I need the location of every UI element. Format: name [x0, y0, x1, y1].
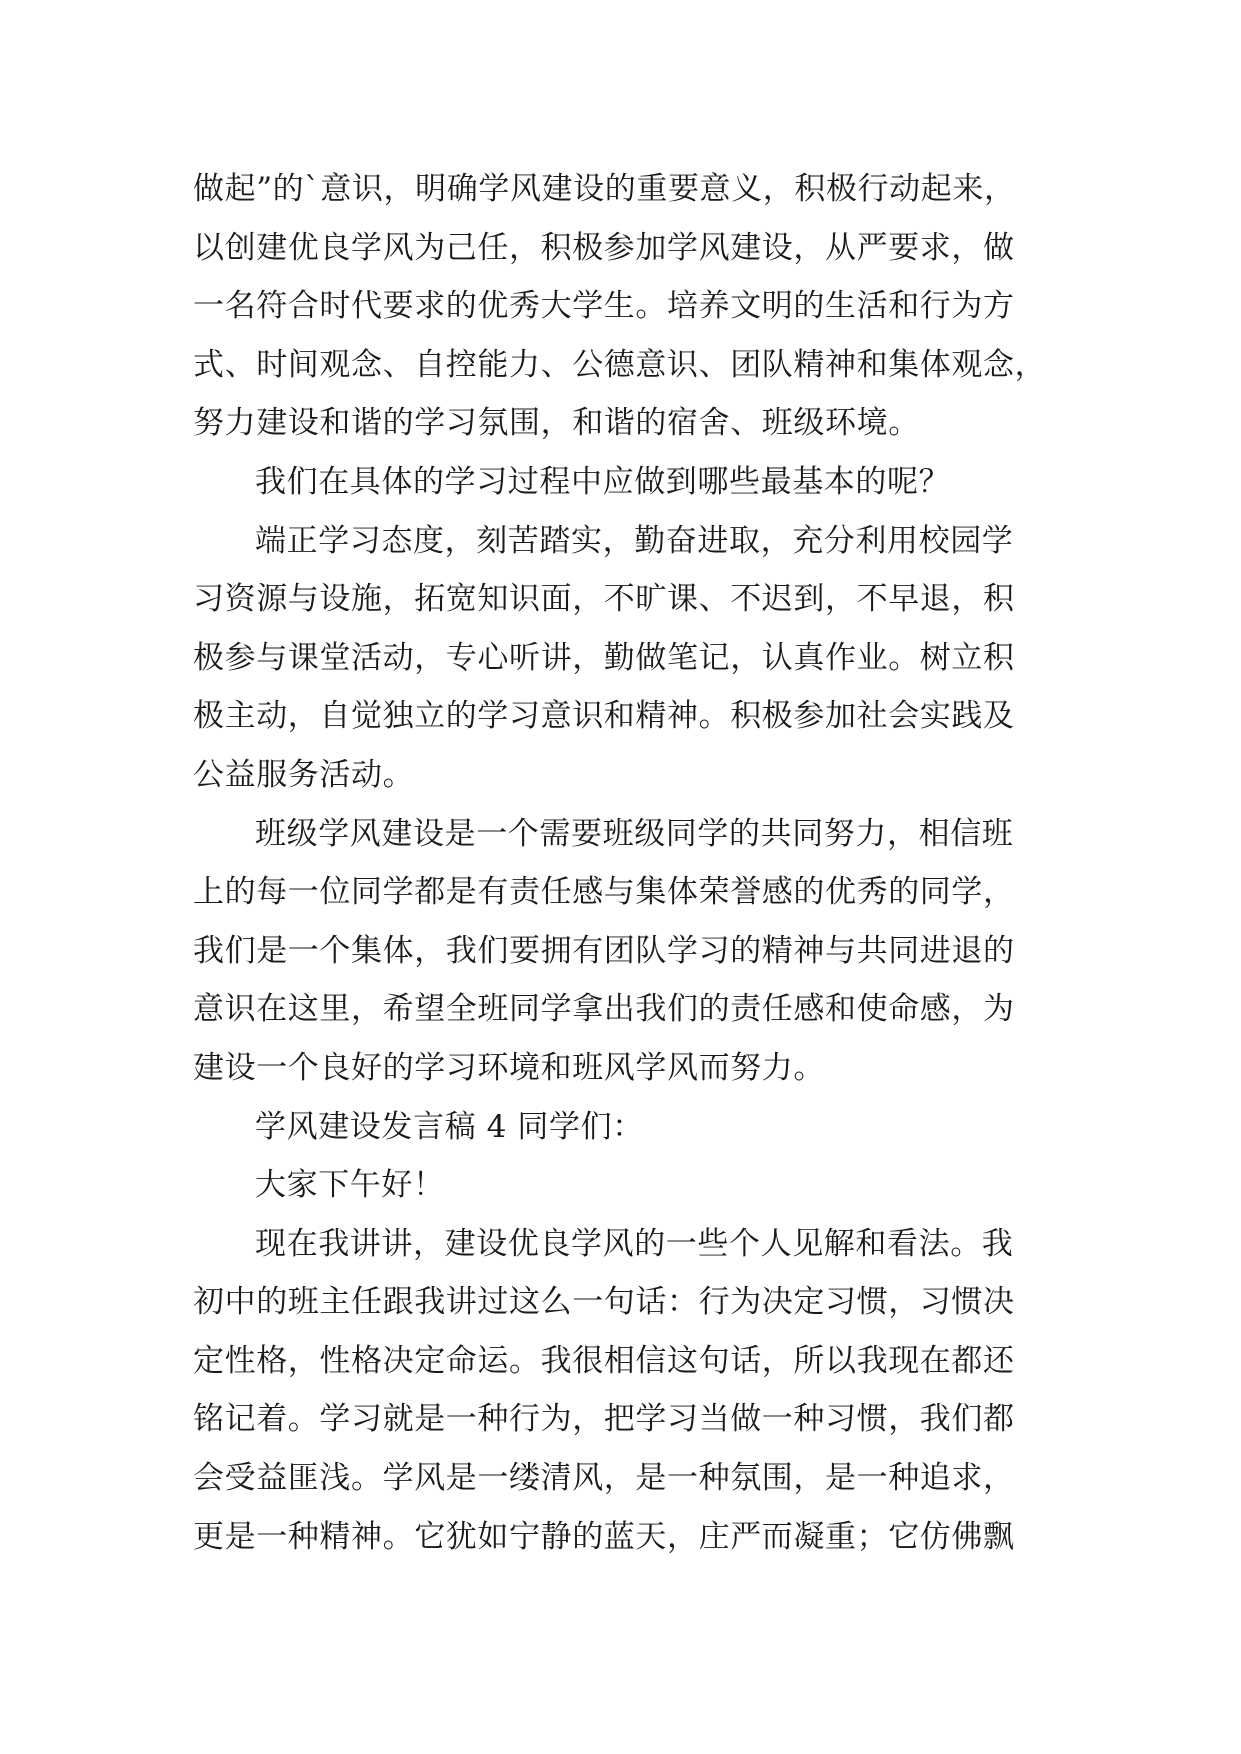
text-line: 学风建设发言稿 4 同学们： [255, 1108, 644, 1145]
text-line: 一名符合时代要求的优秀大学生。培养文明的生活和行为方 [193, 288, 1015, 325]
text-line: 建设一个良好的学习环境和班风学风而努力。 [193, 1049, 825, 1086]
text-line: 初中的班主任跟我讲过这么一句话：行为决定习惯，习惯决 [193, 1284, 1015, 1321]
text-line: 式、时间观念、自控能力、公德意识、团队精神和集体观念， [193, 346, 1047, 383]
text-line: 上的每一位同学都是有责任感与集体荣誉感的优秀的同学， [193, 874, 1015, 911]
paragraph [193, 1215, 1053, 1567]
text-line: 公益服务活动。 [193, 756, 415, 793]
text-line: 我们在具体的学习过程中应做到哪些最基本的呢？ [255, 463, 951, 500]
text-line: 定性格，性格决定命运。我很相信这句话，所以我现在都还 [193, 1342, 1015, 1379]
text-line: 铭记着。学习就是一种行为，把学习当做一种习惯，我们都 [193, 1401, 1015, 1438]
text-line: 极参与课堂活动，专心听讲，勤做笔记，认真作业。树立积 [193, 639, 1015, 676]
text-line: 端正学习态度，刻苦踏实，勤奋进取，充分利用校园学 [255, 522, 1014, 559]
text-line: 现在我讲讲，建设优良学风的一些个人见解和看法。我 [255, 1225, 1014, 1262]
document-body [193, 160, 1053, 1566]
text-line: 班级学风建设是一个需要班级同学的共同努力，相信班 [255, 815, 1014, 852]
text-line: 我们是一个集体，我们要拥有团队学习的精神与共同进退的 [193, 932, 1015, 969]
paragraph [193, 805, 1053, 1098]
text-line: 更是一种精神。它犹如宁静的蓝天，庄严而凝重；它仿佛飘 [193, 1518, 1015, 1555]
paragraph [193, 512, 1053, 805]
text-line: 以创建优良学风为己任，积极参加学风建设，从严要求，做 [193, 229, 1015, 266]
paragraph [193, 160, 1053, 453]
text-line: 做起”的`意识，明确学风建设的重要意义，积极行动起来， [193, 171, 1016, 207]
paragraph [193, 1098, 1053, 1157]
paragraph [193, 1156, 1053, 1215]
text-line: 意识在这里，希望全班同学拿出我们的责任感和使命感，为 [193, 991, 1015, 1028]
text-line: 习资源与设施，拓宽知识面，不旷课、不迟到，不早退，积 [193, 581, 1015, 618]
text-line: 努力建设和谐的学习氛围，和谐的宿舍、班级环境。 [193, 405, 920, 442]
text-line: 大家下午好！ [255, 1167, 445, 1204]
text-line: 极主动，自觉独立的学习意识和精神。积极参加社会实践及 [193, 698, 1015, 735]
text-line: 会受益匪浅。学风是一缕清风，是一种氛围，是一种追求， [193, 1460, 1015, 1497]
paragraph [193, 453, 1053, 512]
